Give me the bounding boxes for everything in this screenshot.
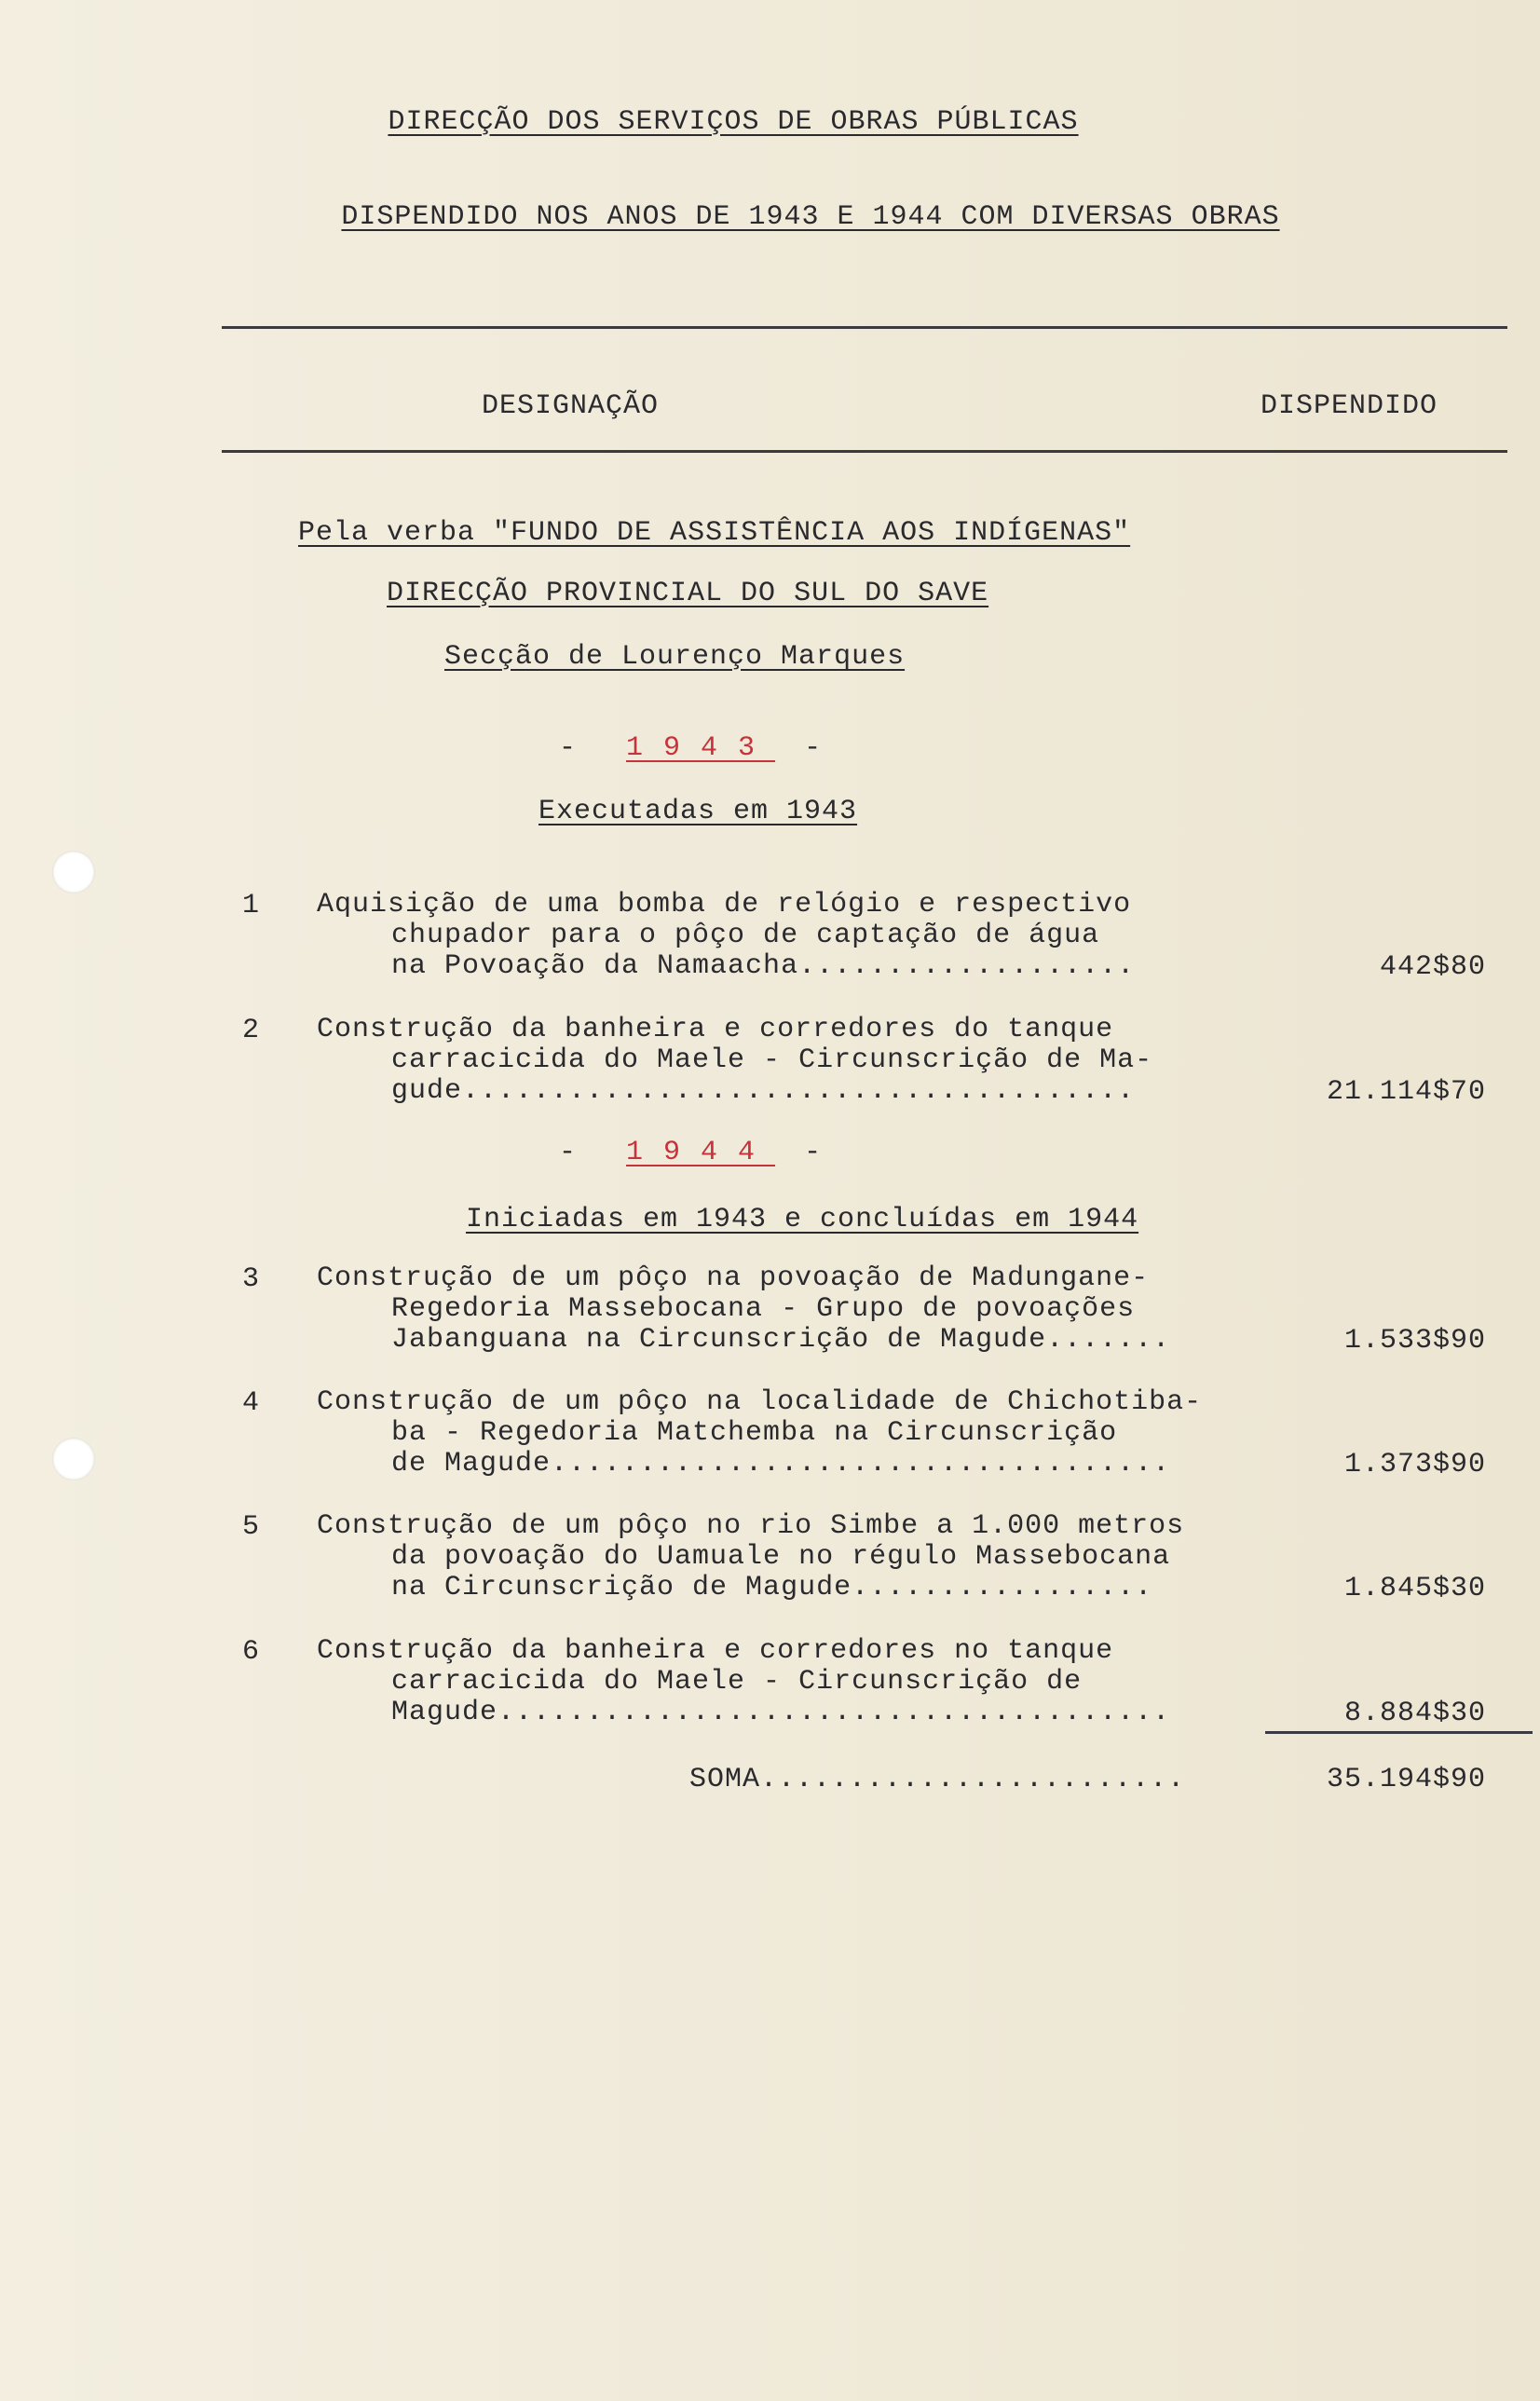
punch-hole-top	[52, 851, 95, 894]
column-header-designation: DESIGNAÇÃO	[482, 390, 660, 422]
item-amount: 1.533$90	[1343, 1325, 1486, 1357]
item-description	[317, 1636, 1230, 1728]
item-number: 5	[242, 1511, 260, 1543]
item-description	[317, 1511, 1230, 1603]
item-number: 2	[242, 1015, 260, 1046]
document-title: DIRECÇÃO DOS SERVIÇOS DE OBRAS PÚBLICAS	[388, 106, 1079, 138]
year-1944-subtitle: Iniciadas em 1943 e concluídas em 1944	[466, 1204, 1139, 1235]
item-line: ba - Regedoria Matchemba na Circunscrição	[391, 1417, 1118, 1449]
item-number: 6	[242, 1636, 260, 1668]
provincial-direction: DIRECÇÃO PROVINCIAL DO SUL DO SAVE	[387, 578, 989, 609]
item-line: Magude......................................	[391, 1697, 1171, 1728]
item-line: Construção da banheira e corredores no tanque	[317, 1635, 1114, 1667]
item-line: carracicida do Maele - Circunscrição de Ma-	[391, 1044, 1153, 1076]
item-amount: 21.114$70	[1326, 1076, 1486, 1108]
item-line: Construção de um pôço na localidade de Chichotiba-	[317, 1386, 1203, 1418]
item-line: Regedoria Massebocana - Grupo de povoações	[391, 1293, 1136, 1325]
total-label: SOMA........................	[689, 1764, 1186, 1795]
item-number: 4	[242, 1387, 260, 1419]
item-amount: 8.884$30	[1343, 1698, 1486, 1729]
item-line: Aquisição de uma bomba de relógio e respectivo	[317, 889, 1132, 921]
section-name: Secção de Lourenço Marques	[444, 641, 906, 673]
item-line: carracicida do Maele - Circunscrição de	[391, 1666, 1083, 1698]
year-1943-dash-left: -	[559, 732, 578, 764]
header-rule-bottom	[222, 450, 1507, 453]
item-line: Construção da banheira e corredores do tanque	[317, 1014, 1114, 1045]
item-line: da povoação do Uamuale no régulo Massebocana	[391, 1541, 1171, 1573]
funding-verba: Pela verba "FUNDO DE ASSISTÊNCIA AOS INDÍGENAS"	[298, 517, 1131, 549]
item-line: chupador para o pôço de captação de água	[391, 920, 1100, 951]
document-subtitle: DISPENDIDO NOS ANOS DE 1943 E 1944 COM DIVERSAS OBRAS	[341, 201, 1280, 233]
item-line: Construção de um pôço na povoação de Madungane-	[317, 1262, 1150, 1294]
item-line: Construção de um pôço no rio Simbe a 1.000 metros	[317, 1510, 1185, 1542]
year-1944-dash-left: -	[559, 1137, 578, 1168]
punch-hole-bottom	[52, 1438, 95, 1480]
item-line: na Povoação da Namaacha...................	[391, 950, 1136, 982]
header-rule-top	[222, 326, 1507, 329]
year-1943-dash-right: -	[804, 732, 823, 764]
item-amount: 442$80	[1379, 951, 1486, 983]
item-amount: 1.845$30	[1343, 1573, 1486, 1604]
year-1944-heading	[559, 1137, 822, 1168]
year-1943-subtitle: Executadas em 1943	[538, 796, 858, 827]
year-1943-number: 1943	[626, 732, 776, 764]
item-number: 3	[242, 1263, 260, 1295]
item-description	[317, 890, 1230, 982]
item-description	[317, 1263, 1230, 1356]
total-rule	[1265, 1731, 1533, 1734]
item-line: na Circunscrição de Magude.................	[391, 1572, 1153, 1603]
item-description	[317, 1015, 1230, 1107]
column-header-spent: DISPENDIDO	[1261, 390, 1438, 422]
item-line: de Magude...................................	[391, 1448, 1171, 1480]
item-number: 1	[242, 890, 260, 921]
item-amount: 1.373$90	[1343, 1449, 1486, 1480]
total-amount: 35.194$90	[1326, 1764, 1486, 1795]
year-1944-number: 1944	[626, 1137, 776, 1168]
year-1944-dash-right: -	[804, 1137, 823, 1168]
year-1943-heading	[559, 732, 822, 764]
item-line: Jabanguana na Circunscrição de Magude.......	[391, 1324, 1171, 1356]
item-line: gude......................................	[391, 1075, 1136, 1107]
item-description	[317, 1387, 1230, 1480]
